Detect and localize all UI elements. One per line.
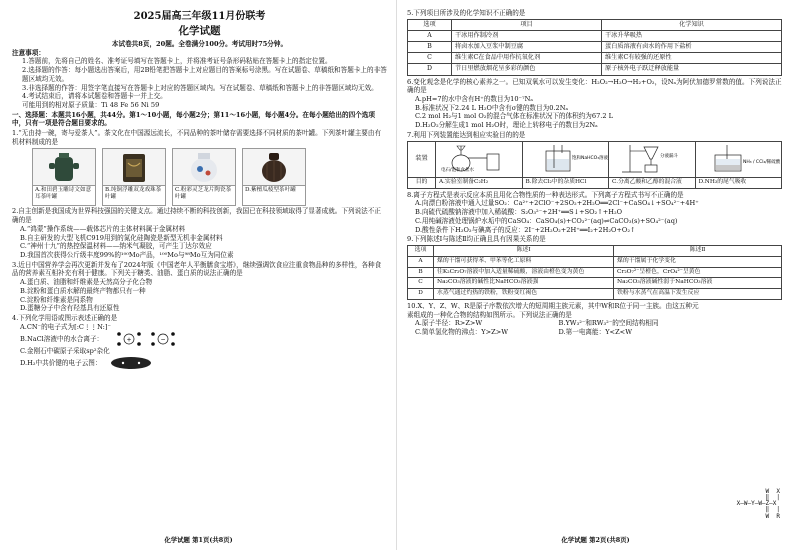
sandalwood-tea-caddy-image [242, 148, 306, 186]
table-row[interactable] [408, 289, 782, 300]
question-4: 4.下列化学用语或图示表述正确的是 [12, 313, 118, 322]
q9-cell: 煤的干馏可获得苯、甲苯等化工原料 [434, 256, 614, 267]
question-5: 5.下列项目所涉及的化学知识不正确的是 [407, 9, 526, 17]
q2-option-b[interactable]: B.自主研发的大型飞机C919用到的氮化硅陶瓷是新型无机非金属材料 [20, 233, 223, 242]
hydrated-ion-diagram [111, 331, 181, 347]
q1-caption-c: C.粉彩灵芝龙片陶瓷茶叶罐 [172, 186, 236, 206]
q10-option-a[interactable]: A.原子半径：R>Z>W [415, 319, 483, 328]
table-row[interactable] [408, 64, 782, 75]
q1-option-b[interactable] [102, 148, 166, 206]
q3-option-d[interactable]: D.蛋糖分子中含有羟基具有还原性 [20, 304, 120, 313]
q5-header-option: 选项 [408, 19, 452, 30]
q8-option-c[interactable]: C.用纯碱溶液处理锅炉水垢中的CaSO₄：CaSO₄(s)+CO₃²⁻(aq)⇌CaCO₃(s)+SO₄²⁻(aq) [415, 216, 678, 225]
copper-tea-caddy-image [102, 148, 166, 186]
svg-text:−: − [160, 336, 166, 344]
q7-apparatus-b[interactable] [522, 141, 609, 177]
question-1: 1.“无由持一碗，寄与爱茶人”。茶文化在中国源远流长，不同品种的茶叶储存需要选择不同材质的茶叶罐。下列茶叶罐主要由有机材料制成的是 [12, 129, 382, 146]
q9-header-option: 选项 [408, 245, 434, 256]
q9-cell: 煤的干馏属于化学变化 [614, 256, 782, 267]
q5-header-knowledge: 化学知识 [602, 19, 782, 30]
q9-cell: 往K₂Cr₂O₇溶液中加入适量稀硫酸，溶液由橙色变为黄色 [434, 267, 614, 278]
q7-setup-label-c: 分液漏斗 [660, 153, 678, 159]
q7-apparatus-c[interactable] [609, 141, 696, 177]
q9-cell: A [408, 256, 434, 267]
q7-purpose-b: B.除去Cl₂中的杂质HCl [522, 177, 609, 188]
q2-option-a[interactable]: A.“鸿蒙”操作系统——载体芯片的主体材料属于金属材料 [20, 224, 186, 233]
notice-1: 1.答题前，先将自己的姓名、准考证号填写在答题卡上，并将准考证号条形码粘贴在答题卡上的指定位置。 [22, 57, 332, 66]
q5-cell: 原子核外电子跃迁释放能量 [602, 64, 782, 75]
q5-cell: D [408, 64, 452, 75]
q1-caption-a: A.和田碧玉雕诗文如意耳茶叶罐 [32, 186, 96, 206]
q5-cell: 节日里燃放烟花呈多彩的颜色 [452, 64, 602, 75]
q7-label-apparatus: 装置 [408, 141, 436, 177]
q10-option-c[interactable]: C.简单氢化物的沸点：Y>Z>W [415, 327, 509, 336]
q2-option-d[interactable]: D.我国首次获得公斤级丰度99%的¹⁰⁰Mo产品，¹⁰⁰Mo与⁹⁸Mo互为同位素 [20, 251, 234, 259]
q3-option-a[interactable]: A.蛋白质、油脂和纤维素是天然高分子化合物 [20, 278, 153, 287]
q7-apparatus-d[interactable] [695, 141, 782, 177]
q7-label-purpose: 目的 [408, 177, 436, 188]
q9-cell: C [408, 278, 434, 289]
q8-option-a[interactable]: A.向漂白粉溶液中通入过量SO₂：Ca²⁺+2ClO⁻+2SO₂+2H₂O══2Cl⁻+CaSO₄↓+SO₄²⁻+4H⁺ [415, 199, 699, 208]
notice-2: 2.选择题的作答：每小题选出答案后，用2B铅笔把答题卡上对应题目的答案标号涂黑。写在试题卷、草稿纸和答题卡上的非答题区域均无效。 [22, 66, 387, 83]
q4-option-b-row[interactable] [12, 331, 387, 347]
q5-cell: 干冰用作制冷剂 [452, 30, 602, 41]
q10-option-d[interactable]: D.第一电离能：Y<Z<W [558, 327, 632, 336]
jade-tea-caddy-image [32, 148, 96, 186]
exam-info: 本试卷共8页，20题。全卷满分100分。考试用时75分钟。 [111, 40, 288, 49]
section-1-heading: 一、选择题：本题共16小题，共44分。第1～10小题，每小题2分；第11～16小题，每小题4分。在每小题给出的四个选项中，只有一项是符合题目要求的。 [12, 110, 375, 128]
q7-table [407, 141, 782, 189]
q5-cell: C [408, 53, 452, 64]
q9-header-statement-2: 陈述Ⅱ [614, 245, 782, 256]
notice-3: 3.非选择题的作答：用签字笔直接写在答题卡上对应的答题区域内。写在试题卷、草稿纸和答题卡上的非答题区域均无效。 [22, 83, 378, 92]
question-3: 3.近日中国营养学会再次更新并发布了2024年版《中国老年人平衡膳食宝塔》，继续强调饮食应注重食物品种的多样性，各种食品的营养素互相补充有利于健康。下列关于糖类、油脂、蛋白质的说法正确的是 [12, 260, 382, 278]
q9-cell: B [408, 267, 434, 278]
q10-option-b[interactable]: B.YW₃²⁻和RW₃²⁻的空间结构相同 [558, 319, 659, 328]
q4-option-d-row[interactable] [12, 356, 387, 370]
q1-option-d[interactable] [242, 148, 306, 206]
q4-option-c[interactable]: C.金刚石中碳原子采取sp²杂化 [20, 347, 110, 356]
question-9: 9.下列陈述Ⅰ与陈述Ⅱ均正确且具有因果关系的是 [407, 235, 546, 244]
question-8: 8.离子方程式是表示反应本质且用化合物性质的一种表达形式。下列离子方程式书写不正确的是 [407, 190, 684, 199]
q3-option-c[interactable]: C.淀粉和纤维素是同系物 [20, 295, 93, 304]
atomic-masses: 可能用到的相对原子质量：Ti 48 Fe 56 Ni 59 [22, 100, 160, 109]
table-row[interactable] [408, 256, 782, 267]
q8-option-b[interactable]: B.向硫代硫酸钠溶液中加入稀硫酸：S₂O₃²⁻+2H⁺══S↓+SO₂↑+H₂O [415, 208, 623, 217]
question-6: 6.变化观念是化学的核心素养之一。已知双氧水可以发生变化：H₂O₂→H₂O→H₂+O₂，设Nₐ为阿伏加德罗常数的值。下列说法正确的是 [407, 77, 782, 95]
q4-option-d: D.H₂中共价键的电子云图： [20, 358, 102, 367]
q5-cell: 将卤水加入豆浆中制豆腐 [452, 42, 602, 53]
q7-setup-label-a: 电石/饱和食盐水 [441, 167, 475, 173]
notice-4: 4.考试结束后，请将本试题卷和答题卡一并上交。 [22, 92, 167, 101]
q9-cell: Na₂CO₃溶液的碱性比NaHCO₃溶液强 [434, 278, 614, 289]
table-row[interactable] [408, 30, 782, 41]
table-row[interactable] [408, 278, 782, 289]
notice-heading: 注意事项： [12, 48, 45, 57]
q3-option-b[interactable]: B.淀粉和蛋白质水解的最终产物都只有一种 [20, 286, 146, 295]
q10-options-row-2 [407, 328, 782, 337]
q5-cell: 干冰升华吸热 [602, 30, 782, 41]
q10-structure-diagram: W X ‖ | X—W—Y—W—Z—X ‖ | W R [736, 487, 780, 520]
acetylene-generator-icon [439, 143, 517, 173]
q9-cell: Na₂CO₃溶液碱性弱于NaHCO₃溶液 [614, 278, 782, 289]
q1-option-a[interactable] [32, 148, 96, 206]
q5-cell: A [408, 30, 452, 41]
porcelain-tea-caddy-image [172, 148, 236, 186]
q7-apparatus-a[interactable] [436, 141, 523, 177]
question-7: 7.利用下列装置能达到相应实验目的的是 [407, 130, 526, 139]
q1-caption-b: B.纯铜浮雕双龙戏珠茶叶罐 [102, 186, 166, 206]
subject-title: 化学试题 [178, 25, 221, 38]
q1-option-c[interactable] [172, 148, 236, 206]
ammonia-absorption-icon [699, 143, 780, 173]
q5-cell: 维生素C有较强的还原性 [602, 53, 782, 64]
right-page [397, 0, 794, 550]
q7-setup-label-b: 饱和NaHCO₃溶液 [571, 155, 608, 161]
q5-cell: B [408, 42, 452, 53]
q9-cell: Cr₂O₇²⁻呈橙色，CrO₄²⁻呈黄色 [614, 267, 782, 278]
table-row[interactable] [408, 42, 782, 53]
separatory-funnel-icon [612, 143, 690, 173]
electron-cloud-diagram [109, 356, 153, 370]
gas-washing-bottle-icon [526, 143, 608, 173]
q5-table [407, 19, 782, 76]
q9-cell: 铁粉与水蒸气在高温下发生反应 [614, 289, 782, 300]
q9-cell: D [408, 289, 434, 300]
q8-option-d[interactable]: D.酸性条件下H₂O₂与碘离子的反应：2I⁻+2H₂O₂+2H⁺══I₂+2H₂O+O₂↑ [415, 225, 636, 234]
question-10: 10.X、Y、Z、W、R是原子序数依次增大的短周期主族元素，其中W和R位于同一主族。由这五种元素组成的一种化合物的结构如图所示。下列说法正确的是 [407, 301, 699, 319]
q10-options-row-1 [407, 319, 782, 328]
q9-header-statement-1: 陈述Ⅰ [434, 245, 614, 256]
footer-page-2: 化学试题 第2页(共8页) [561, 535, 630, 544]
q7-setup-label-d: NH₃ / CCl₄/稀硫酸 [742, 159, 780, 165]
question-2: 2.自主创新是我国成为世界科技强国的关键支点。通过持续不断的科技创新，我国已在科技领域取得了显著成就。下列说法不正确的是 [12, 207, 381, 225]
q4-option-a[interactable]: A.CN⁻的电子式为[:C⋮⋮N:]⁻ [20, 322, 111, 331]
q6-option-d[interactable]: D.H₂O₂分解生成1 mol H₂O时，理论上转移电子的数目为2Nₐ [415, 121, 598, 130]
q2-option-c[interactable]: C.“神州十九”的热控保温材料——纳米气凝胶，可产生丁达尔效应 [20, 242, 212, 251]
footer-page-1: 化学试题 第1页(共8页) [164, 535, 233, 544]
q4-option-b: B.NaCl溶液中的水合离子： [20, 334, 104, 343]
q5-header-item: 项目 [452, 19, 602, 30]
svg-text:+: + [126, 336, 132, 344]
q9-cell: 水蒸气通过灼热的铁粉，铁粉变红褐色 [434, 289, 614, 300]
q9-table [407, 245, 782, 300]
q6-option-b[interactable]: B.标准状况下2.24 L H₂O中含有σ键的数目为0.2Nₐ [415, 103, 569, 112]
q1-photo-row [32, 148, 387, 206]
table-row[interactable] [408, 53, 782, 64]
q6-option-c[interactable]: C.2 mol H₂与1 mol O₂的混合气体在标准状况下的体积约为67.2 L [415, 112, 614, 121]
q7-purpose-a: A.实验室制备C₂H₂ [436, 177, 523, 188]
q6-option-a[interactable]: A.pH=7的水中含有H⁺的数目为10⁻⁷Nₐ [415, 95, 533, 104]
q7-purpose-c: C.分离乙酸和乙醇的混合液 [609, 177, 696, 188]
q5-cell: 维生素C在食品中用作抗氧化剂 [452, 53, 602, 64]
exam-title: 2025届高三年级11月份联考 [133, 11, 266, 22]
q5-cell: 蛋白质溶液有卤水的作用下盐析 [602, 42, 782, 53]
q7-purpose-d: D.NH₃的尾气吸收 [695, 177, 782, 188]
table-row[interactable] [408, 267, 782, 278]
q1-caption-d: D.紫檀瓜棱型茶叶罐 [242, 186, 306, 206]
